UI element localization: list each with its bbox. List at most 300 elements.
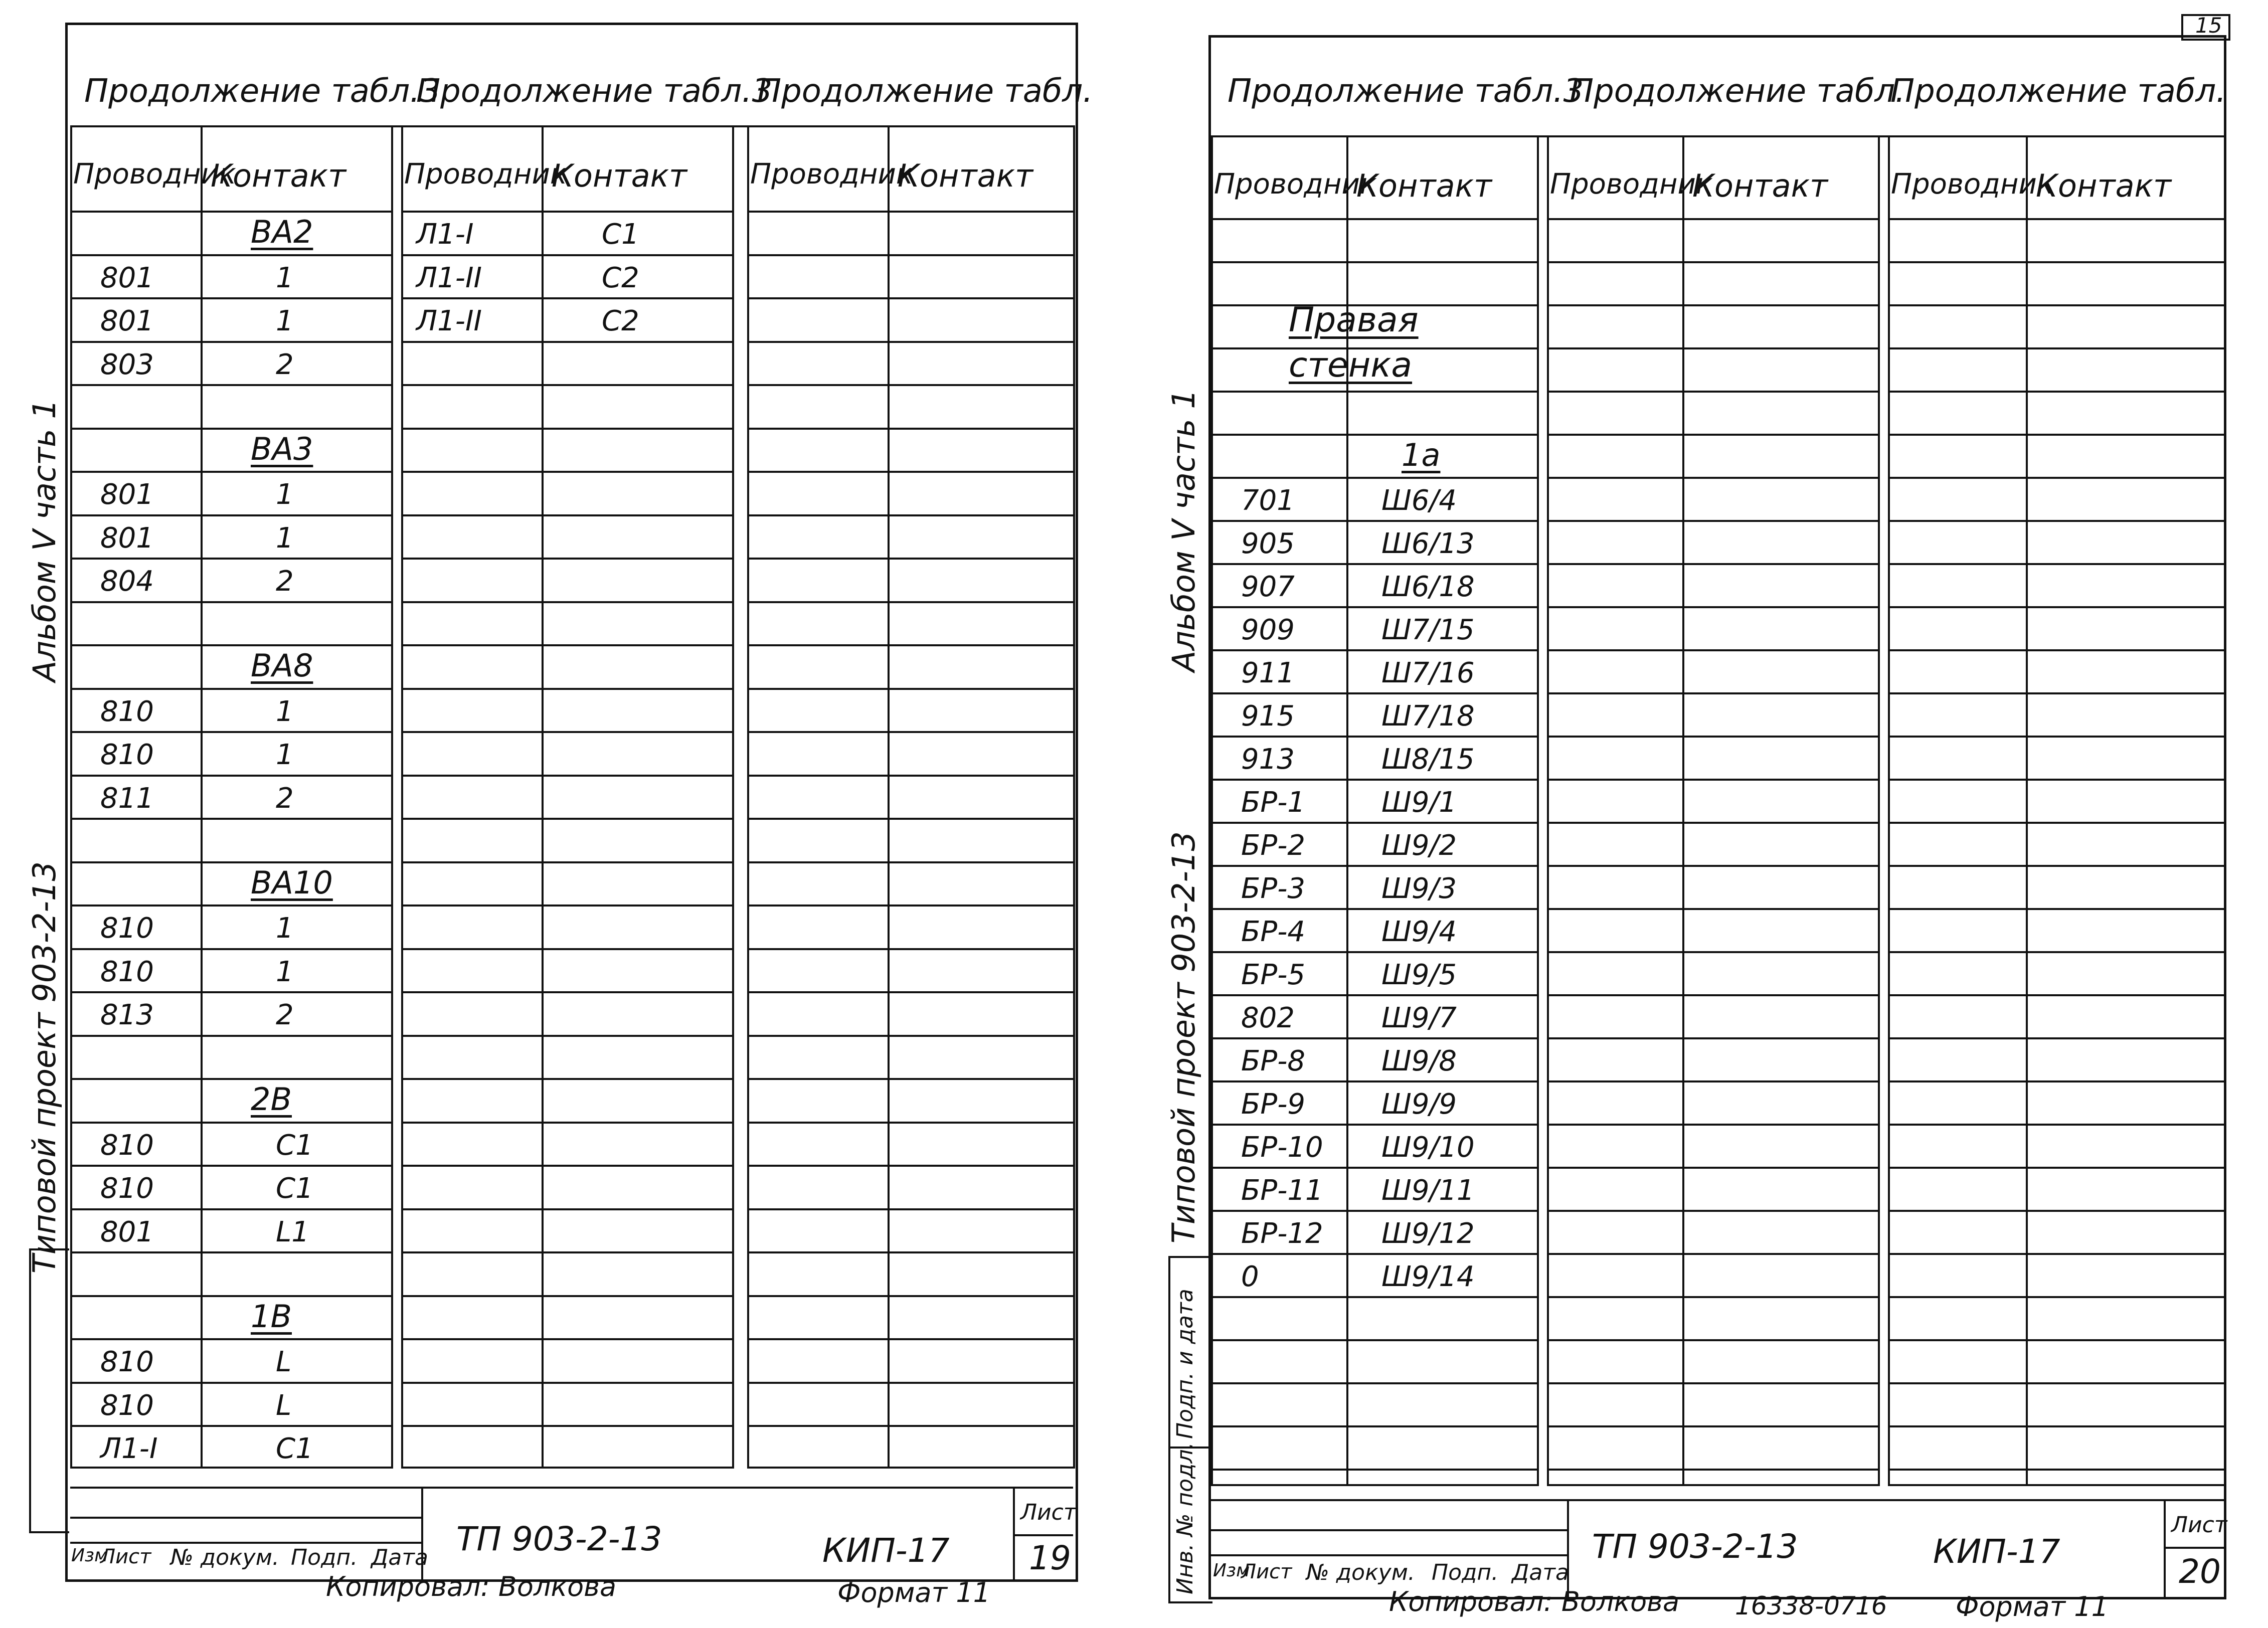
- row-rule: [1547, 1296, 1878, 1298]
- row-rule: [747, 644, 1073, 646]
- right-sheet-label: Лист: [2171, 1512, 2227, 1538]
- row-rule: [1211, 1167, 1537, 1169]
- column-divider: [888, 125, 890, 1467]
- left-stamp: [70, 1487, 1077, 1582]
- right-heading-line-1: Правая: [1289, 300, 1419, 340]
- row-rule: [747, 1165, 1073, 1167]
- row-rule: [1888, 1296, 2224, 1298]
- header-rule: [1888, 218, 2224, 220]
- row-rule: [747, 1208, 1073, 1210]
- row-rule: [1547, 477, 1878, 479]
- left-title-underline: [70, 125, 1073, 127]
- row-rule: [70, 818, 391, 820]
- row-rule: [70, 514, 391, 516]
- row-rule: [1547, 951, 1878, 953]
- row-rule: [1547, 736, 1878, 738]
- row-rule: [1888, 304, 2224, 306]
- row-rule: [747, 384, 1073, 386]
- row-rule: [1211, 692, 1537, 694]
- row-rule: [1547, 391, 1878, 393]
- row-rule: [401, 471, 732, 473]
- wire-value: 810: [100, 1389, 154, 1422]
- row-rule: [1547, 908, 1878, 910]
- row-rule: [1547, 1080, 1878, 1082]
- row-rule: [401, 1425, 732, 1427]
- row-rule: [1547, 822, 1878, 824]
- row-rule: [70, 428, 391, 430]
- row-rule: [401, 341, 732, 343]
- table-border: [401, 125, 403, 1467]
- wire-value: 803: [100, 348, 154, 381]
- row-rule: [1547, 1210, 1878, 1212]
- wire-value: БР-5: [1241, 959, 1306, 991]
- row-rule: [1547, 434, 1878, 436]
- row-rule: [1211, 1080, 1537, 1082]
- contact-value: Ш9/1: [1381, 786, 1457, 819]
- wire-value: БР-12: [1241, 1217, 1323, 1250]
- section-label: ВА8: [251, 647, 313, 684]
- section-label: ВА10: [251, 864, 333, 901]
- row-rule: [1547, 994, 1878, 996]
- row-rule: [1888, 520, 2224, 522]
- row-rule: [401, 818, 732, 820]
- row-rule: [401, 775, 732, 777]
- row-rule: [401, 1035, 732, 1037]
- row-rule: [401, 1295, 732, 1297]
- row-rule: [1547, 1425, 1878, 1427]
- column-header-wire: Проводник: [750, 158, 913, 191]
- contact-value: Ш6/18: [1381, 571, 1475, 603]
- right-side-stamp-inv: Инв. № подл.: [1172, 1442, 1198, 1594]
- row-rule: [1888, 994, 2224, 996]
- row-rule: [1211, 1339, 1537, 1341]
- contact-value: С2: [602, 261, 639, 294]
- column-divider: [2026, 135, 2028, 1484]
- wire-value: БР-10: [1241, 1131, 1323, 1164]
- wire-value: 909: [1241, 614, 1295, 646]
- wire-value: БР-11: [1241, 1174, 1323, 1207]
- right-side-stamp-sign: Подп. и дата: [1172, 1289, 1198, 1439]
- row-rule: [1888, 1124, 2224, 1126]
- row-rule: [1211, 1425, 1537, 1427]
- header-rule: [401, 211, 732, 213]
- row-rule: [747, 471, 1073, 473]
- row-rule: [1888, 606, 2224, 608]
- right-title-underline: [1211, 135, 2224, 137]
- row-rule: [401, 1251, 732, 1253]
- row-rule: [401, 558, 732, 560]
- right-side-album: Альбом V часть 1: [1165, 389, 1202, 672]
- row-rule: [1888, 1382, 2224, 1384]
- column-header-wire: Проводник: [1550, 168, 1713, 201]
- table-bottom-rule: [1547, 1484, 1880, 1486]
- left-sheet-number: 19: [1029, 1539, 1071, 1577]
- contact-value: 2: [276, 565, 294, 598]
- row-rule: [401, 384, 732, 386]
- row-rule: [401, 1078, 732, 1080]
- column-divider: [542, 125, 544, 1467]
- contact-value: Ш6/13: [1381, 527, 1475, 560]
- table-bottom-rule: [1888, 1484, 2226, 1486]
- row-rule: [1547, 649, 1878, 651]
- contact-value: 1: [276, 739, 294, 771]
- wire-value: БР-4: [1241, 916, 1306, 948]
- row-rule: [1547, 692, 1878, 694]
- row-rule: [1547, 563, 1878, 565]
- row-rule: [401, 1165, 732, 1167]
- row-rule: [747, 1251, 1073, 1253]
- row-rule: [747, 991, 1073, 993]
- row-rule: [747, 1382, 1073, 1384]
- row-rule: [70, 1122, 391, 1124]
- row-rule: [1211, 477, 1537, 479]
- contact-value: Ш9/2: [1381, 829, 1457, 862]
- row-rule: [1211, 261, 1537, 263]
- column-header-wire: Проводник: [1891, 168, 2054, 201]
- wire-value: 913: [1241, 743, 1295, 776]
- stamp-label: Подп.: [1432, 1560, 1499, 1585]
- row-rule: [401, 731, 732, 733]
- row-rule: [70, 644, 391, 646]
- row-rule: [1547, 520, 1878, 522]
- table-border: [1211, 135, 1213, 1484]
- contact-value: Ш7/16: [1381, 657, 1475, 689]
- row-rule: [1888, 649, 2224, 651]
- left-side-album: Альбом V часть 1: [26, 399, 63, 682]
- row-rule: [747, 1035, 1073, 1037]
- row-rule: [70, 948, 391, 950]
- row-rule: [70, 601, 391, 603]
- row-rule: [747, 1425, 1073, 1427]
- table-border: [1888, 135, 1890, 1484]
- row-rule: [1211, 994, 1537, 996]
- row-rule: [70, 861, 391, 863]
- right-title-1: Продолжение табл.3: [1228, 73, 1584, 110]
- wire-value: Л1-I: [100, 1432, 158, 1465]
- row-rule: [1211, 520, 1537, 522]
- column-header-contact: Контакт: [1356, 167, 1492, 204]
- row-rule: [70, 688, 391, 690]
- row-rule: [747, 905, 1073, 907]
- row-rule: [401, 644, 732, 646]
- table-border: [70, 125, 72, 1467]
- wire-value: БР-9: [1241, 1088, 1306, 1121]
- row-rule: [70, 1425, 391, 1427]
- contact-value: 1: [276, 955, 294, 988]
- wire-value: 701: [1241, 484, 1295, 517]
- row-rule: [1211, 736, 1537, 738]
- row-rule: [747, 775, 1073, 777]
- left-side-stamp-box: [29, 1248, 69, 1533]
- row-rule: [1888, 1339, 2224, 1341]
- row-rule: [70, 341, 391, 343]
- row-rule: [401, 1208, 732, 1210]
- column-header-contact: Контакт: [552, 157, 687, 194]
- row-rule: [1547, 304, 1878, 306]
- stamp-label: Изм: [1213, 1560, 1250, 1581]
- column-divider: [201, 125, 203, 1467]
- header-rule: [1211, 218, 1537, 220]
- row-rule: [70, 1035, 391, 1037]
- contact-value: С1: [602, 218, 639, 251]
- column-header-contact: Контакт: [2036, 167, 2172, 204]
- row-rule: [1888, 692, 2224, 694]
- row-rule: [70, 775, 391, 777]
- row-rule: [747, 1295, 1073, 1297]
- row-rule: [747, 818, 1073, 820]
- contact-value: Ш9/9: [1381, 1088, 1457, 1121]
- row-rule: [1888, 1167, 2224, 1169]
- row-rule: [1888, 347, 2224, 349]
- right-order-number: 16338-07: [1735, 1591, 1856, 1620]
- row-rule: [1547, 1253, 1878, 1255]
- row-rule: [1888, 434, 2224, 436]
- contact-value: С1: [276, 1172, 313, 1205]
- contact-value: Ш9/14: [1381, 1260, 1475, 1293]
- row-rule: [1888, 391, 2224, 393]
- section-label: ВА2: [251, 214, 313, 250]
- row-rule: [70, 1382, 391, 1384]
- wire-value: 804: [100, 565, 154, 598]
- contact-value: 1: [276, 305, 294, 337]
- table-border: [1878, 135, 1880, 1484]
- header-rule: [1547, 218, 1878, 220]
- wire-value: БР-3: [1241, 872, 1306, 905]
- stamp-label: № докум.: [1306, 1560, 1415, 1585]
- page-number: 15: [2195, 13, 2222, 38]
- wire-value: 801: [100, 478, 154, 511]
- left-title-2: Продолжение табл.3: [416, 73, 773, 110]
- left-title-1: Продолжение табл.3: [84, 73, 441, 110]
- contact-value: Ш6/4: [1381, 484, 1457, 517]
- wire-value: 813: [100, 999, 154, 1031]
- wire-value: Л1-II: [416, 261, 482, 294]
- row-rule: [1888, 1210, 2224, 1212]
- contact-value: Ш9/5: [1381, 959, 1457, 991]
- row-rule: [401, 428, 732, 430]
- row-rule: [747, 731, 1073, 733]
- row-rule: [1211, 908, 1537, 910]
- row-rule: [1211, 1382, 1537, 1384]
- left-sheet-label: Лист: [1020, 1500, 1077, 1525]
- column-header-contact: Контакт: [898, 157, 1033, 194]
- row-rule: [1888, 1425, 2224, 1427]
- contact-value: Ш9/8: [1381, 1045, 1457, 1077]
- wire-value: 801: [100, 521, 154, 555]
- section-label: 1В: [251, 1298, 292, 1335]
- row-rule: [747, 514, 1073, 516]
- row-rule: [401, 861, 732, 863]
- table-border: [732, 125, 734, 1467]
- wire-value: 810: [100, 739, 154, 771]
- right-title-3: Продолжение табл.: [1890, 73, 2226, 110]
- wire-value: 811: [100, 782, 154, 815]
- row-rule: [70, 384, 391, 386]
- wire-value: Л1-I: [416, 218, 474, 251]
- table-bottom-rule: [70, 1467, 393, 1469]
- row-rule: [1211, 822, 1537, 824]
- row-rule: [70, 1165, 391, 1167]
- wire-value: БР-8: [1241, 1045, 1306, 1077]
- contact-value: 1: [276, 695, 294, 728]
- column-header-wire: Проводник: [404, 158, 567, 191]
- row-rule: [1547, 347, 1878, 349]
- row-rule: [747, 1338, 1073, 1340]
- right-side-project: Типовой проект 903-2-13: [1165, 831, 1202, 1243]
- contact-value: Ш9/4: [1381, 916, 1457, 948]
- row-rule: [401, 991, 732, 993]
- right-order-sheet: 16: [1855, 1591, 1887, 1620]
- row-rule: [1211, 951, 1537, 953]
- column-header-contact: Контакт: [211, 157, 346, 194]
- row-rule: [747, 341, 1073, 343]
- row-rule: [1547, 1124, 1878, 1126]
- column-divider: [1682, 135, 1684, 1484]
- wire-value: 911: [1241, 657, 1295, 689]
- contact-value: С1: [276, 1129, 313, 1162]
- row-rule: [747, 428, 1073, 430]
- row-rule: [1211, 649, 1537, 651]
- wire-value: 810: [100, 1346, 154, 1378]
- row-rule: [401, 688, 732, 690]
- row-rule: [401, 601, 732, 603]
- row-rule: [1547, 606, 1878, 608]
- stamp-label: Дата: [1512, 1560, 1569, 1585]
- row-rule: [70, 1295, 391, 1297]
- contact-value: С2: [602, 305, 639, 337]
- row-rule: [70, 254, 391, 256]
- row-rule: [1547, 1469, 1878, 1471]
- right-stamp: [1211, 1499, 2227, 1599]
- row-rule: [70, 1251, 391, 1253]
- contact-value: 2: [276, 348, 294, 381]
- row-rule: [70, 1208, 391, 1210]
- row-rule: [401, 948, 732, 950]
- row-rule: [70, 1078, 391, 1080]
- section-label: 2В: [251, 1081, 292, 1118]
- row-rule: [70, 558, 391, 560]
- row-rule: [1547, 1167, 1878, 1169]
- table-border: [1537, 135, 1539, 1484]
- table-bottom-rule: [401, 1467, 734, 1469]
- row-rule: [1211, 1469, 1537, 1471]
- contact-value: С1: [276, 1432, 313, 1465]
- contact-value: Ш9/11: [1381, 1174, 1475, 1207]
- row-rule: [1888, 951, 2224, 953]
- row-rule: [1211, 391, 1537, 393]
- row-rule: [401, 1382, 732, 1384]
- row-rule: [70, 471, 391, 473]
- row-rule: [401, 254, 732, 256]
- left-copied-by: Копировал: Волкова: [326, 1571, 617, 1602]
- column-header-wire: Проводник: [1214, 168, 1377, 201]
- right-sheet-number: 20: [2179, 1552, 2221, 1591]
- row-rule: [1211, 865, 1537, 867]
- right-sheet-frame: [1208, 35, 2226, 1599]
- row-rule: [1547, 1339, 1878, 1341]
- wire-value: 802: [1241, 1002, 1295, 1034]
- contact-value: 1: [276, 261, 294, 294]
- row-rule: [1547, 261, 1878, 263]
- left-format: Формат 11: [837, 1577, 990, 1608]
- wire-value: 810: [100, 1129, 154, 1162]
- wire-value: 801: [100, 1215, 154, 1248]
- stamp-label: № докум.: [170, 1545, 279, 1570]
- contact-value: Ш9/3: [1381, 872, 1457, 905]
- contact-value: Ш9/7: [1381, 1002, 1457, 1034]
- contact-value: L1: [276, 1215, 309, 1248]
- row-rule: [1888, 261, 2224, 263]
- row-rule: [1211, 563, 1537, 565]
- wire-value: 801: [100, 261, 154, 294]
- left-sheet-frame: [65, 23, 1078, 1582]
- contact-value: L: [276, 1389, 292, 1422]
- wire-value: 905: [1241, 527, 1295, 560]
- row-rule: [401, 905, 732, 907]
- wire-value: БР-1: [1241, 786, 1306, 819]
- right-copied-by: Копировал: Волкова: [1389, 1586, 1680, 1617]
- row-rule: [747, 558, 1073, 560]
- row-rule: [70, 1338, 391, 1340]
- contact-value: Ш7/15: [1381, 614, 1475, 646]
- contact-value: Ш9/10: [1381, 1131, 1475, 1164]
- stamp-label: Дата: [371, 1545, 428, 1570]
- row-rule: [70, 991, 391, 993]
- row-rule: [1211, 1124, 1537, 1126]
- row-rule: [401, 514, 732, 516]
- row-rule: [1547, 779, 1878, 781]
- row-rule: [70, 905, 391, 907]
- wire-value: 810: [100, 955, 154, 988]
- contact-value: 2: [276, 782, 294, 815]
- row-rule: [1888, 563, 2224, 565]
- row-rule: [1211, 434, 1537, 436]
- wire-value: БР-2: [1241, 829, 1306, 862]
- stamp-label: Лист: [1241, 1560, 1292, 1583]
- row-rule: [1211, 779, 1537, 781]
- column-header-contact: Контакт: [1692, 167, 1828, 204]
- right-doc-mark: КИП-17: [1933, 1532, 2060, 1571]
- contact-value: 2: [276, 999, 294, 1031]
- stamp-label: Изм: [71, 1545, 108, 1566]
- contact-value: 1: [276, 912, 294, 945]
- left-doc-code: ТП 903-2-13: [456, 1520, 662, 1558]
- contact-value: Ш7/18: [1381, 700, 1475, 733]
- right-doc-code: ТП 903-2-13: [1592, 1527, 1798, 1566]
- row-rule: [1888, 1080, 2224, 1082]
- row-rule: [1547, 865, 1878, 867]
- row-rule: [70, 297, 391, 299]
- left-title-3: Продолжение табл.: [757, 73, 1093, 110]
- stamp-label: Подп.: [291, 1545, 358, 1570]
- row-rule: [747, 297, 1073, 299]
- row-rule: [70, 731, 391, 733]
- sub-section-label: 1а: [1402, 437, 1441, 473]
- wire-value: 915: [1241, 700, 1295, 733]
- right-heading-line-2: стенка: [1289, 345, 1413, 385]
- left-side-project: Типовой проект 903-2-13: [26, 861, 63, 1274]
- table-border: [747, 125, 749, 1467]
- right-format: Формат 11: [1956, 1591, 2109, 1622]
- left-doc-mark: КИП-17: [822, 1531, 950, 1570]
- row-rule: [747, 688, 1073, 690]
- row-rule: [401, 1338, 732, 1340]
- table-border: [2224, 135, 2226, 1484]
- row-rule: [1888, 908, 2224, 910]
- row-rule: [1888, 477, 2224, 479]
- row-rule: [747, 254, 1073, 256]
- contact-value: 1: [276, 478, 294, 511]
